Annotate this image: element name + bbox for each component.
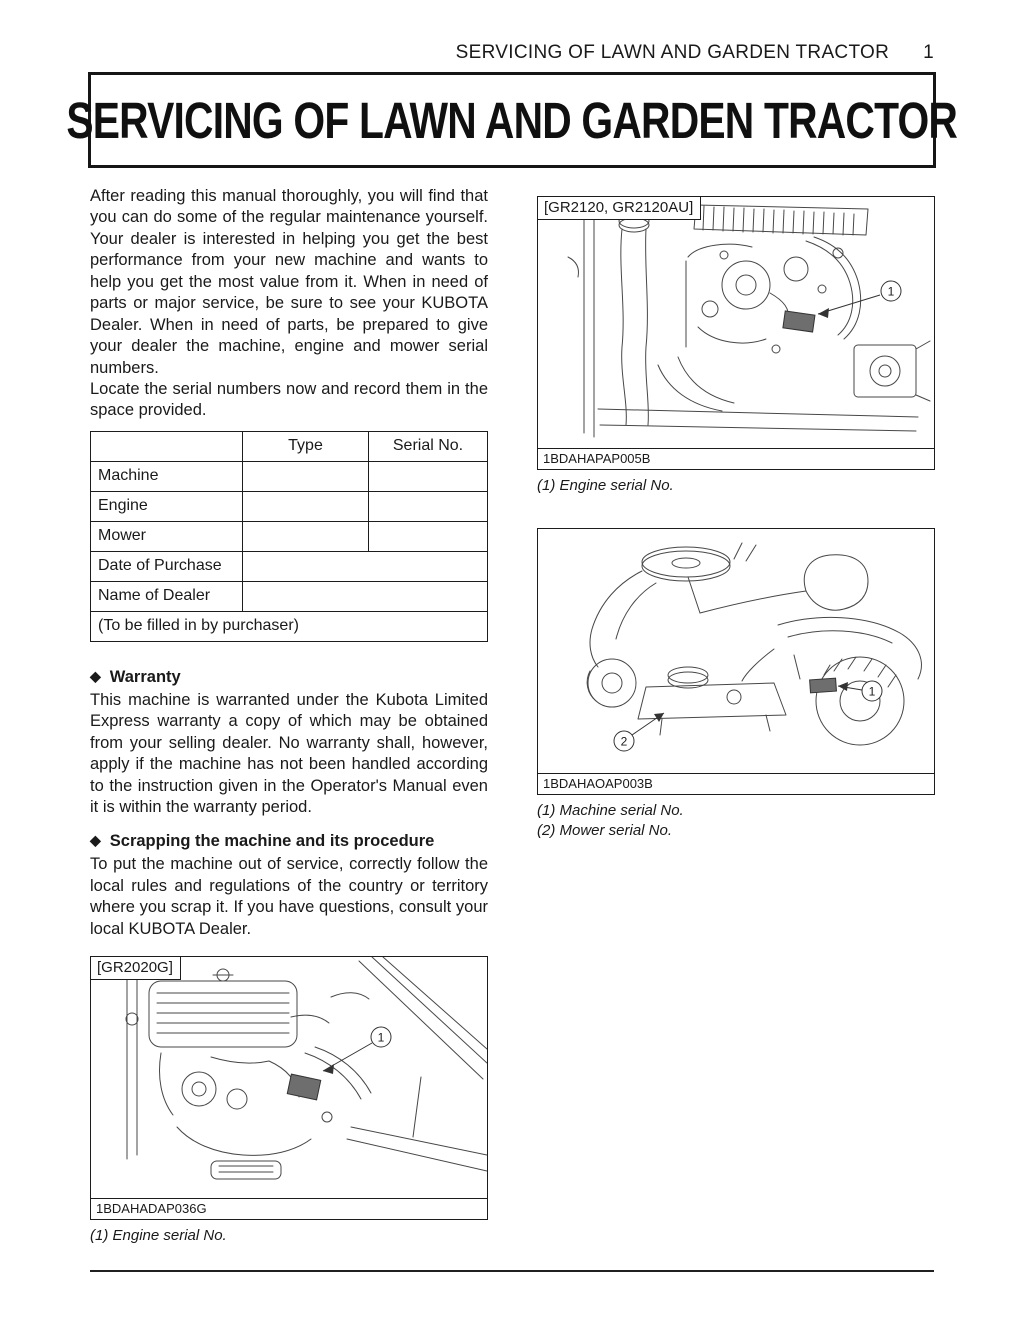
figure-tractor-block (537, 528, 935, 841)
scrapping-heading-row (90, 832, 488, 851)
purchase-date-cell (243, 551, 488, 581)
running-header-title: SERVICING OF LAWN AND GARDEN TRACTOR (455, 42, 890, 63)
table-header-serial: Serial No. (369, 431, 488, 461)
table-header-type: Type (243, 431, 369, 461)
diamond-bullet-icon: ◆ (90, 667, 101, 684)
scrapping-heading: Scrapping the machine and its procedure (109, 832, 435, 851)
table-row (91, 551, 488, 581)
intro-paragraph-2: Locate the serial numbers now and record them in the space provided. (90, 379, 488, 420)
warranty-section (90, 668, 488, 819)
serial-number-table (90, 431, 488, 642)
callout-1-label: 1 (887, 284, 895, 299)
table-footer-note: (To be filled in by purchaser) (91, 611, 488, 641)
table-row (91, 461, 488, 491)
figure-gr2120-block (537, 196, 935, 496)
chapter-title-box (66, 72, 958, 168)
table-footer-row (91, 611, 488, 641)
figure-tractor-caption-1: (1) Machine serial No. (537, 802, 684, 819)
engine-type-cell (243, 491, 369, 521)
warranty-body: This machine is warranted under the Kubota Limited Express warranty a copy of which may be obtained from your selling dealer. No warranty shall, however, apply if the machine has not been handled according to the instruction given in the Operator's Manual even it is within the warranty period. (90, 690, 488, 816)
row-label-machine: Machine (91, 461, 243, 491)
footer-rule (90, 1270, 934, 1272)
figure-tractor-code: 1BDAHAOAP003B (538, 773, 934, 794)
engine-line-drawing-gr2020 (91, 957, 487, 1195)
engine-line-drawing-gr2120 (538, 197, 934, 445)
table-header-row (91, 431, 488, 461)
row-label-dealer-name: Name of Dealer (91, 581, 243, 611)
figure-gr2120-code: 1BDAHAPAP005B (538, 448, 934, 469)
mower-type-cell (243, 521, 369, 551)
machine-serial-cell (369, 461, 488, 491)
table-row (91, 581, 488, 611)
warranty-heading: Warranty (109, 667, 181, 686)
figure-gr2020-block (90, 956, 488, 1246)
figure-gr2120-model-label: [GR2120, GR2120AU] (538, 197, 701, 220)
callout-2-label: 2 (620, 734, 628, 749)
figure-gr2020-model-label: [GR2020G] (91, 957, 181, 980)
scrapping-body: To put the machine out of service, correctly follow the local rules and regulations of the country or territory where you scrap it. If you have questions, consult your local KUBOTA Dealer. (90, 855, 488, 938)
figure-gr2020-code: 1BDAHADAP036G (91, 1198, 487, 1219)
row-label-purchase-date: Date of Purchase (91, 551, 243, 581)
page-number: 1 (923, 42, 934, 63)
row-label-engine: Engine (91, 491, 243, 521)
engine-serial-cell (369, 491, 488, 521)
figure-tractor-frame (537, 528, 935, 795)
table-corner-cell (91, 431, 243, 461)
left-column (90, 186, 488, 1246)
intro-paragraph-1: After reading this manual thoroughly, you will find that you can do some of the regular maintenance yourself. Your dealer is interested in helping you get the best performance from your new machine and wants to help you get the most value from it. When in need of parts or major service, be sure to see your KUBOTA Dealer. When in need of parts, be prepared to give your dealer the machine, engine and mower serial numbers. (90, 187, 488, 377)
table-row (91, 521, 488, 551)
scrapping-section (90, 832, 488, 940)
figure-gr2120-caption: (1) Engine serial No. (537, 477, 674, 494)
callout-1-label: 1 (377, 1030, 385, 1045)
figure-gr2020-caption: (1) Engine serial No. (90, 1227, 227, 1245)
figure-gr2120-frame (537, 196, 935, 470)
figure-tractor-caption-2: (2) Mower serial No. (537, 821, 673, 839)
warranty-heading-row (90, 668, 488, 687)
row-label-mower: Mower (91, 521, 243, 551)
chapter-title: SERVICING OF LAWN AND GARDEN TRACTOR (66, 91, 958, 149)
diamond-bullet-icon: ◆ (90, 832, 101, 849)
table-row (91, 491, 488, 521)
figure-gr2020-frame (90, 956, 488, 1220)
machine-type-cell (243, 461, 369, 491)
callout-1-label: 1 (868, 684, 876, 699)
tractor-line-drawing (538, 529, 934, 770)
dealer-name-cell (243, 581, 488, 611)
running-header (88, 42, 934, 64)
mower-serial-cell (369, 521, 488, 551)
